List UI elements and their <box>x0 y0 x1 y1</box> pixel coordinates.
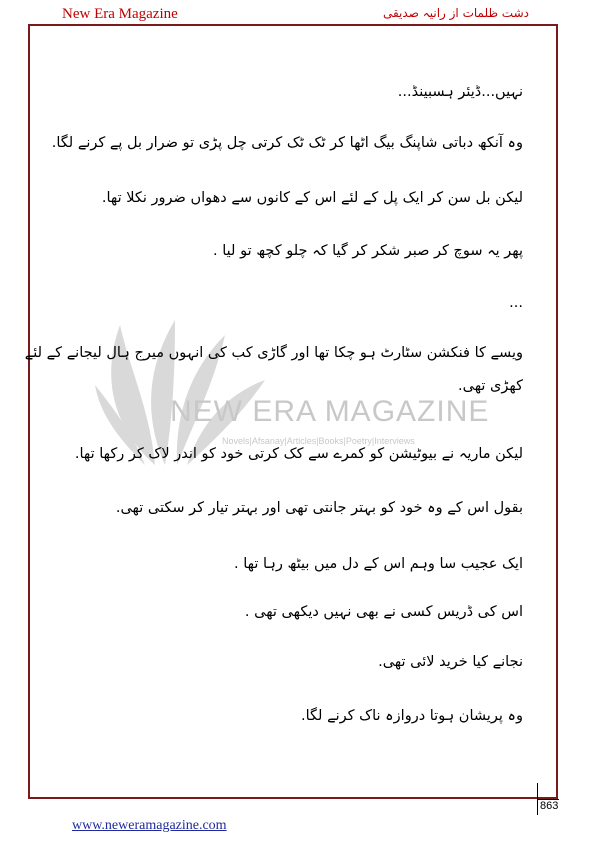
watermark-subtitle: Novels|Afsanay|Articles|Books|Poetry|Interviews <box>222 436 415 446</box>
text-line: لیکن بل سن کر ایک پل کے لئے اس کے کانوں سے دھواں ضرور نکلا تھا. <box>101 190 523 206</box>
watermark-title: NEW ERA MAGAZINE <box>170 395 490 428</box>
text-line: نجانے کیا خرید لائی تھی. <box>378 654 523 670</box>
text-line: وہ آنکھ دباتی شاپنگ بیگ اٹھا کر ٹک ٹک کرتی چل پڑی تو ضرار بل پے کرنے لگا. <box>51 135 523 151</box>
text-line: ایک عجیب سا وہم اس کے دل میں بیٹھ رہا تھا . <box>234 556 523 572</box>
text-line: بقول اس کے وہ خود کو بہتر جانتی تھی اور بہتر تیار کر سکتی تھی. <box>115 500 523 516</box>
text-line: وہ پریشان ہوتا دروازہ ناک کرنے لگا. <box>301 708 523 724</box>
text-line: کھڑی تھی. <box>458 378 523 394</box>
text-line: ویسے کا فنکشن سٹارٹ ہو چکا تھا اور گاڑی کب کی انہوں میرج ہال لیجانے کے لئے <box>24 345 523 361</box>
text-line: ... <box>509 295 523 311</box>
magazine-name: New Era Magazine <box>62 6 178 22</box>
website-link[interactable]: www.neweramagazine.com <box>72 818 227 833</box>
page-number: 863 <box>540 800 559 812</box>
text-line: نہیں...ڈیئر ہسبینڈ... <box>397 84 523 100</box>
story-title: دشت ظلمات از رانیہ صدیقی <box>382 6 529 20</box>
text-line: اس کی ڈریس کسی نے بھی نہیں دیکھی تھی . <box>244 604 523 620</box>
text-line: پھر یہ سوچ کر صبر شکر کر گیا کہ چلو کچھ تو لیا . <box>213 243 523 259</box>
text-line: لیکن ماریہ نے بیوٹیشن کو کمرے سے کک کرتی خود کو اندر لاک کر رکھا تھا. <box>74 446 523 462</box>
